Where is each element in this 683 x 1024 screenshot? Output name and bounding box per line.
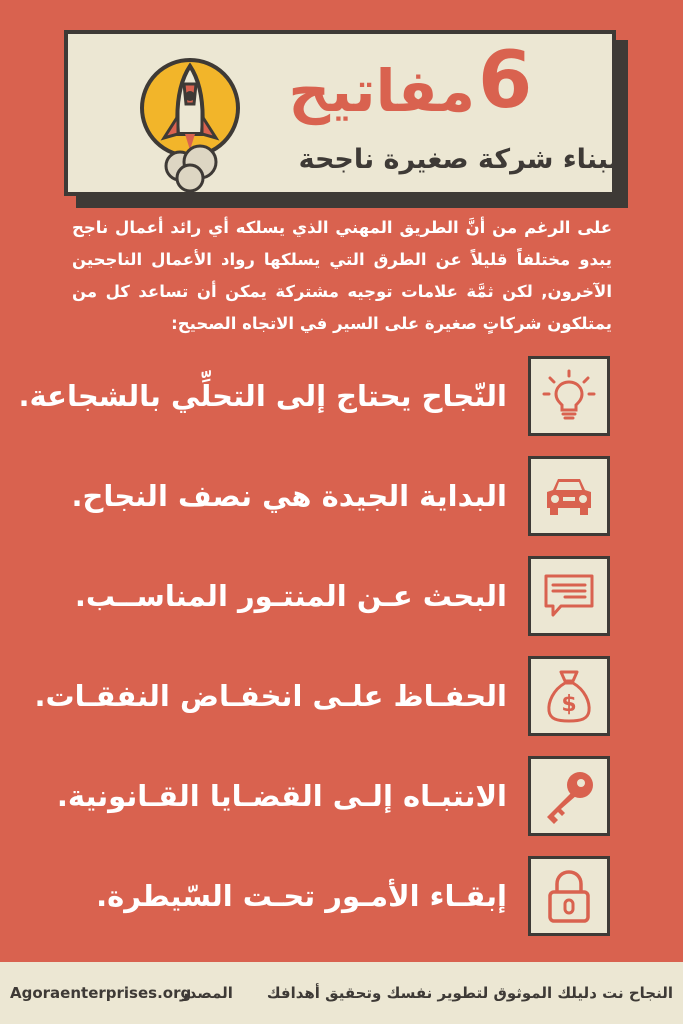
rocket-logo-icon — [138, 54, 258, 204]
list-item — [0, 656, 683, 740]
page-title: مفاتيح — [288, 57, 475, 125]
list-item — [0, 556, 683, 640]
key-icon — [528, 756, 610, 836]
money-bag-icon — [528, 656, 610, 736]
list-item-text: إبقـاء الأمـور تحـت السّيطرة. — [96, 879, 507, 913]
lock-icon — [528, 856, 610, 936]
list-item-text: الانتبـاه إلـى القضـايا القـانونية. — [56, 779, 507, 813]
list-item — [0, 356, 683, 440]
list-item-text: البحث عـن المنتـور المناســب. — [74, 579, 507, 613]
list-item — [0, 856, 683, 940]
list-item-text: البداية الجيدة هي نصف النجاح. — [71, 479, 507, 513]
svg-text:$: $ — [561, 692, 577, 717]
footer-tagline: النجاح نت دليلك الموثوق لتطوير نفسك وتحقيق أهدافك — [266, 984, 673, 1002]
list-item — [0, 756, 683, 840]
car-icon — [528, 456, 610, 536]
list-item — [0, 456, 683, 540]
lightbulb-icon — [528, 356, 610, 436]
list-item-text: النّجاح يحتاج إلى التحلِّي بالشجاعة. — [18, 379, 507, 413]
footer-source-label: المصدر — [180, 984, 233, 1002]
page-subtitle: لبناء شركة صغيرة ناجحة — [298, 144, 619, 175]
list-item-text: الحفـاظ علـى انخفـاض النفقـات. — [34, 679, 507, 713]
footer — [0, 962, 683, 1024]
footer-site-link[interactable]: Agoraenterprises.org — [10, 984, 192, 1002]
chat-bubble-icon — [528, 556, 610, 636]
title-number: 6 — [478, 36, 533, 126]
intro-paragraph: على الرغم من أنَّ الطريق المهني الذي يسلكه أي رائد أعمال ناجح يبدو مختلفاً قليلاً عن الطرق التي يسلكها رواد الأعمال الناجحين الآخرون, لكن ثمَّة علامات توجيه مشتركة يمكن أن تساعد كل من يمتلكون شركاتٍ صغيرة على السير في الاتجاه الصحيح: — [72, 218, 612, 333]
